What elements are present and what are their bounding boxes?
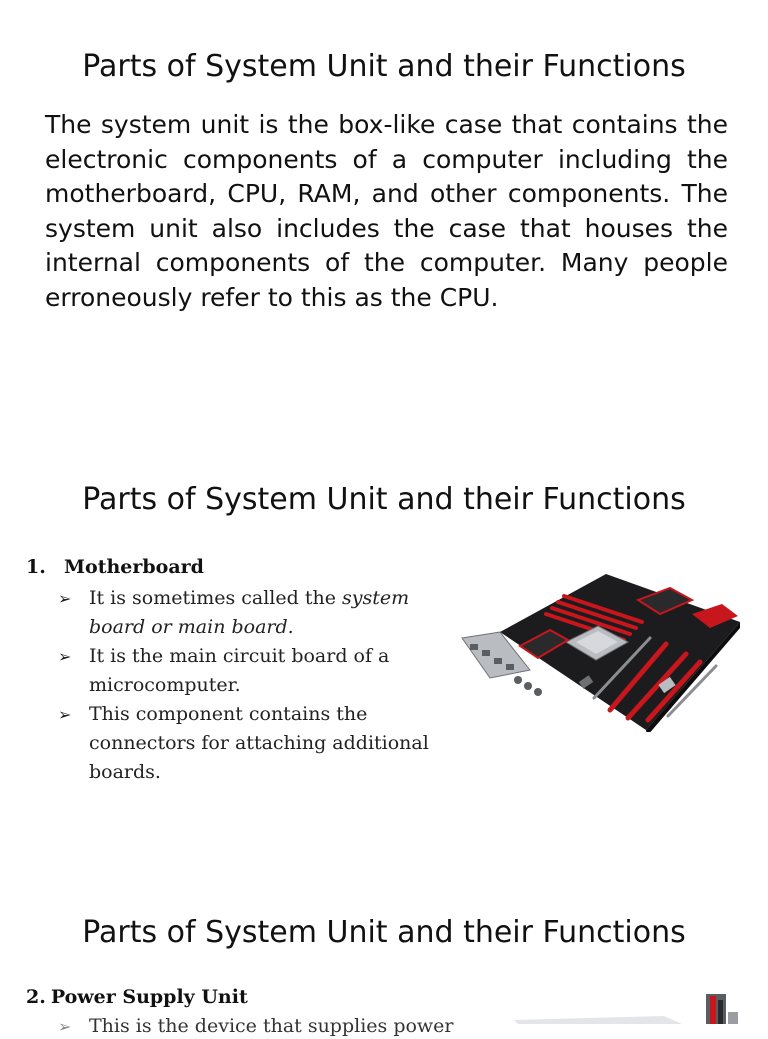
- bullet-text: This component contains the connectors for attaching additional boards.: [89, 703, 429, 783]
- power-supply-bullet-partial: [58, 1014, 508, 1039]
- part-name: Power Supply Unit: [50, 986, 248, 1008]
- motherboard-bullet-list: [58, 584, 468, 787]
- bullet-text: It is sometimes called the: [89, 587, 342, 609]
- bullet-text: It is the main circuit board of a microcomputer.: [89, 645, 390, 696]
- list-item: [58, 700, 468, 787]
- part-number: 1.: [26, 556, 46, 578]
- motherboard-icon: [460, 570, 742, 732]
- list-item: [58, 584, 468, 642]
- slide-title-2: Parts of System Unit and their Functions: [82, 482, 686, 517]
- part-number: 2.: [26, 986, 46, 1008]
- slide-title-1: Parts of System Unit and their Functions: [82, 49, 686, 84]
- arrow-bullet-icon: ➢: [58, 705, 72, 724]
- arrow-bullet-icon: ➢: [58, 589, 72, 608]
- power-supply-icon: [514, 992, 750, 1024]
- arrow-bullet-icon: ➢: [58, 1017, 72, 1036]
- bullet-text: This is the device that supplies power: [89, 1015, 454, 1037]
- part-name: Motherboard: [64, 556, 204, 578]
- intro-paragraph: The system unit is the box-like case that contains the electronic components of a computer including the motherboard, CPU, RAM, and other components. The system unit also includes the case that houses the internal components of the computer. Many people erroneously refer to this as the CPU.: [45, 110, 728, 312]
- arrow-bullet-icon: ➢: [58, 647, 72, 666]
- part-heading-motherboard: [26, 555, 204, 579]
- list-item: [58, 642, 468, 700]
- slide-title-3: Parts of System Unit and their Functions: [82, 915, 686, 950]
- part-heading-power-supply: [26, 985, 248, 1009]
- bullet-emphasis: system board or main board.: [89, 587, 410, 638]
